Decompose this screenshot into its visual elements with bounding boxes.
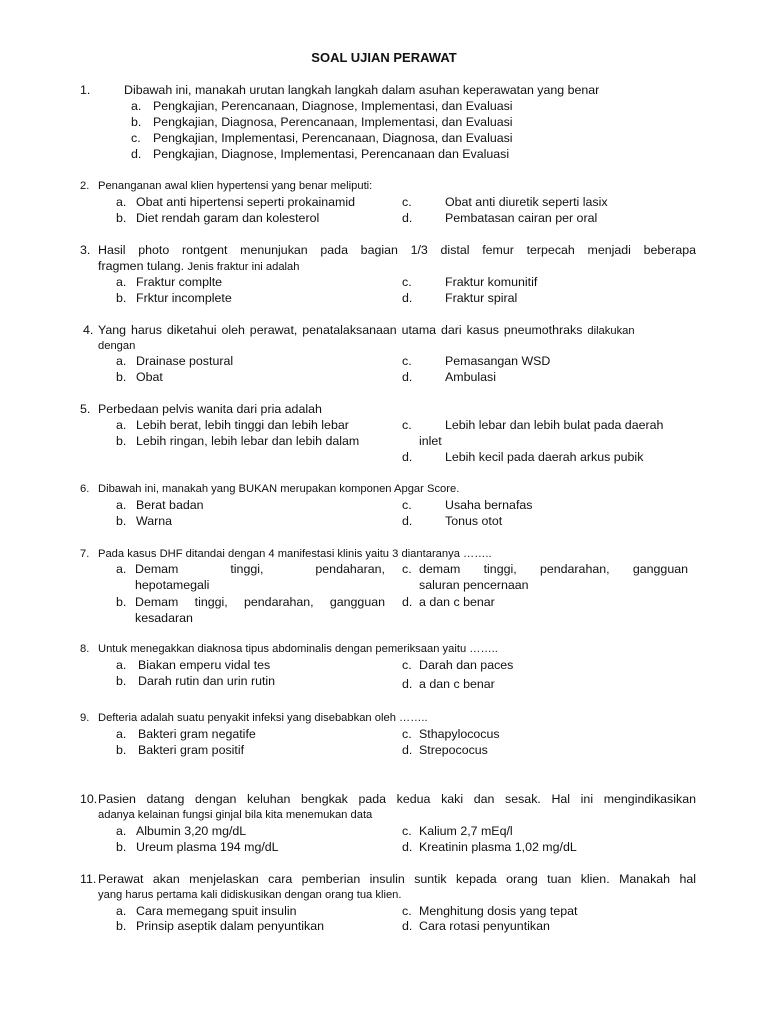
question-number: 9. [80,712,90,724]
question-stem: Dibawah ini, manakah yang BUKAN merupakan komponen Apgar Score. [98,483,460,495]
question-stem-line-1: Hasil photo rontgent menunjukan pada bagian 1/3 distal femur terpecah menjadi beberapa [98,243,696,257]
question-number: 2. [80,180,90,192]
question-number: 7. [80,548,90,560]
question-number: 11. [80,872,97,886]
question-stem: Pada kasus DHF ditandai dengan 4 manifestasi klinis yaitu 3 diantaranya …….. [98,548,492,560]
question-stem: Penanganan awal klien hypertensi yang benar meliputi: [98,180,373,192]
question-number: 1. [80,83,91,97]
option-c-continuation: inlet [419,434,442,448]
question-stem-line-1: Perawat akan menjelaskan cara pemberian insulin suntik kepada orang tuan klien. Manakah hal [98,872,696,886]
question-stem: Defteria adalah suatu penyakit infeksi yang disebabkan oleh …….. [98,712,428,724]
page-title: SOAL UJIAN PERAWAT [311,50,457,65]
question-number: 10. [80,792,98,806]
question-stem-line-1: Pasien datang dengan keluhan bengkak pada kedua kaki dan sesak. Hal ini mengindikasikan [98,792,696,806]
question-stem: Perbedaan pelvis wanita dari pria adalah [98,402,322,416]
question-stem-line-2: adanya kelainan fungsi ginjal bila kita menemukan data [98,809,373,821]
question-number: 8. [80,643,90,655]
question-stem-line-2: dengan [98,340,136,352]
question-stem-line-2: fragmen tulang. Jenis fraktur ini adalah [98,259,300,273]
question-number: 5. [80,402,91,416]
question-number: 4. [83,323,94,337]
exam-page: SOAL UJIAN PERAWAT 1. Dibawah ini, manakah urutan langkah langkah dalam asuhan keperawatan yang benar a. Pengkajian, Perencanaan, Diagnose, Implementasi, dan Evaluasi b. Pengkajian, Diagnosa, Perencanaan, Implementasi, dan Evaluasi c. Pengkajian, Implementasi, Perencanaan, Diagnosa, dan Evaluasi d. Pengkajian, Diagnose, Implementasi, Perencanaan dan Evaluasi 2. Penanganan awal klien hypertensi yang benar meliputi: a. Obat anti hipertensi seperti prokainamid b. Diet rendah garam dan kolesterol c. Obat anti diuretik seperti lasix d. Pembatasan cairan per oral 3. Hasil photo rontgent menunjukan pada bagian 1/3 distal femur terpecah menjadi beberapa fragmen tulang. Jenis fraktur ini adalah a. Fraktur complte b. Frktur incomplete c. Fraktur komunitif d. Fraktur spiral 4. Yang harus diketahui oleh perawat, penatalaksanaan utama dari kasus pneumothraks dilakukan dengan a. Drainase postural b. Obat c. Pemasangan WSD d. Ambulasi 5. Perbedaan pelvis wanita dari pria adalah a. Lebih berat, lebih tinggi dan lebih lebar b. Lebih ringan, lebih lebar dan lebih dalam c. Lebih lebar dan lebih bulat pada daerah inlet d. Lebih kecil pada daerah arkus pubik 6. Dibawah ini, manakah yang BUKAN merupakan komponen Apgar Score. a. Berat badan b. Warna c. Usaha bernafas d. Tonus otot 7. Pada kasus DHF ditandai dengan 4 manifestasi klinis yaitu 3 diantaranya …….. a. Demam tinggi, pendaharan, hepotamegali b. Demam tinggi, pendarahan, gangguan kesadaran c. demam tinggi, pendarahan, gangguan saluran pencernaan d. a dan c benar 8. Untuk menegakkan diaknosa tipus abdominalis dengan pemeriksaan yaitu …….. a. Biakan emperu vidal tes b. Darah rutin dan urin rutin c. Darah dan paces d. a dan c benar 9. Defteria adalah suatu penyakit infeksi yang disebabkan oleh …….. a. Bakteri gram negatife b. Bakteri gram positif c. Sthapylococus d. Strepococus 10. Pasien datang dengan keluhan bengkak pada kedua kaki dan sesak. Hal ini mengindikasikan adanya kelainan fungsi ginjal bila kita menemukan data a. Albumin 3,20 mg/dL b. Ureum plasma 194 mg/dL c. Kalium 2,7 mEq/l d. Kreatinin plasma 1,02 mg/dL 11. Perawat akan menjelaskan cara pemberian insulin suntik kepada orang tuan klien. Manakah hal yang harus pertama kali didiskusikan dengan orang tua klien. a. Cara memegang spuit insulin b. Prinsip aseptik dalam penyuntikan c. Menghitung dosis yang tepat d. Cara rotasi penyuntikan [0,0,768,1024]
question-stem: Untuk menegakkan diaknosa tipus abdominalis dengan pemeriksaan yaitu …….. [98,643,498,655]
question-stem: Dibawah ini, manakah urutan langkah langkah dalam asuhan keperawatan yang benar [124,83,600,97]
question-number: 3. [80,243,91,257]
question-stem-line-1: Yang harus diketahui oleh perawat, penatalaksanaan utama dari kasus pneumothraks dilakukan [98,323,635,337]
question-stem-line-2: yang harus pertama kali didiskusikan dengan orang tua klien. [98,889,402,901]
question-number: 6. [80,483,90,495]
